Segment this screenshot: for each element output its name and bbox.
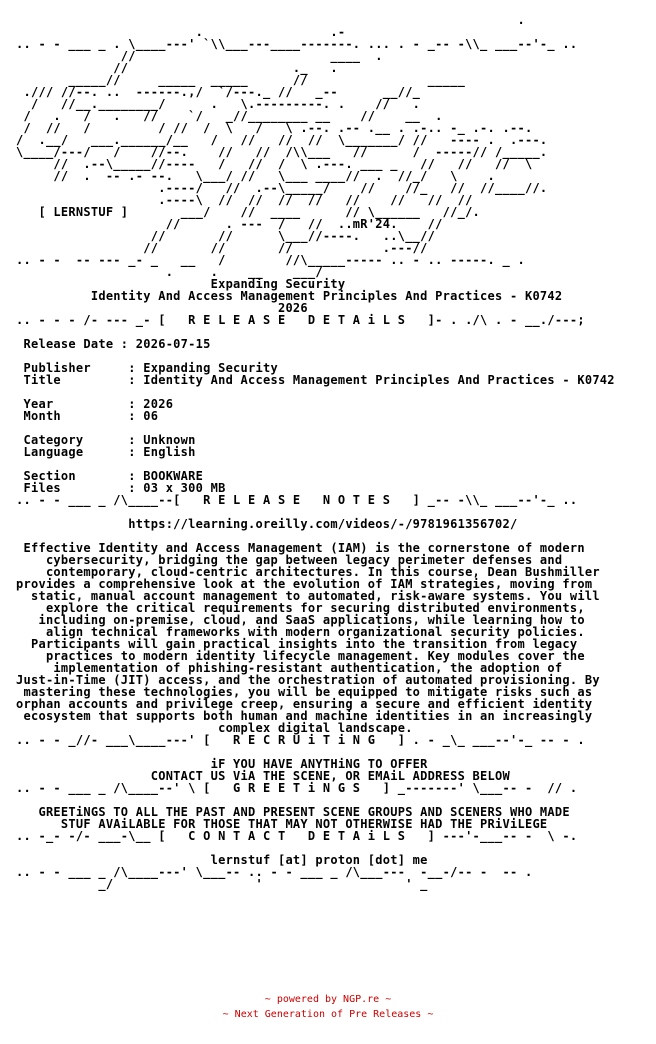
footer-powered-by: ~ powered by NGP.re ~ (264, 994, 392, 1005)
footer (0, 992, 656, 1022)
nfo-document: . . .- .. - - ___ _ . \____---' `\\___---____-------. ... . - _-- -\\_ ___--'-_ .. // ____ . // ._ . _____// _____ _____ // _____ ./// //--. .. ------.,/ `/---._ // _-- __//_ / //__.________/ . \.---------. . // . / . / . // `/ _//________ __ // __ . / // / / // / \ / \ .--. .-- .__ . .-.. -_ .-. .--. / .__/ ___.______/__ / // // // \_______/ // ---- . .---. \____/---/ / //--. // // /\\___ // / -----// /_____. // .--\_____//---- / // / \ .---. ___ _ // // // \ // . -- .- --. \___/ // \___ ____// . //_/ \ . .----/ // .--\_____/ // //_ // //____//. .----\ // // // // // // // // [ LERNSTUF ] ___/ // ____ // \______ //_/. // . --- / // ..mR'24. // // // \___//----. ..\__// // // // .---// .. - - -- --- _- _ __ / //\_____----- .. - .. -----. _ . . . __ ___/ Expanding Security Identity And Access Management Principles And Practices - K0742 2026 .. - - - /- --- _- [ R E L E A S E D E T A i L S ]- . ./\ . - __./---; Release Date : 2026-07-15 Publisher : Expanding Security Title : Identity And Access Management Principles And Practices - K0742 Year : 2026 Month : 06 Category : Unknown Language : English Section : BOOKWARE Files : 03 x 300 MB .. - - ___ _ /\____--[ R E L E A S E N O T E S ] _-- -\\_ ___--'-_ .. https://learning.oreilly.com/videos/-/9781961356702/ Effective Identity and Access Management (IAM) is the cornerstone of modern cybersecurity, bridging the gap between legacy perimeter defenses and contemporary, cloud-centric architectures. In this course, Dean Bushmiller provides a comprehensive look at the evolution of IAM strategies, moving from static, manual account management to automated, risk-aware systems. You will explore the critical requirements for securing distributed environments, including on-premise, cloud, and SaaS applications, while learning how to align technical frameworks with modern organizational security policies. Participants will gain practical insights into the transition from legacy practices to modern identity lifecycle management. Key modules cover the implementation of phishing-resistant authentication, the adoption of Just-in-Time (JIT) access, and the orchestration of automated provisioning. By mastering these technologies, you will be equipped to mitigate risks such as orphan accounts and privilege creep, ensuring a secure and efficient identity ecosystem that supports both human and machine identities in an increasingly complex digital landscape. .. - - _//- ___\____---' [ R E C R U i T i N G ] . - _\_ ___--'-_ -- - . iF YOU HAVE ANYTHiNG TO OFFER CONTACT US ViA THE SCENE, OR EMAiL ADDRESS BELOW .. - - ___ _ /\____--' \ [ G R E E T i N G S ] _-------' \___-- - // . GREETiNGS TO ALL THE PAST AND PRESENT SCENE GROUPS AND SCENERS WHO MADE STUF AVAiLABLE FOR THOSE THAT MAY NOT OTHERWISE HAD THE PRiViLEGE .. -_- -/- ___-\__ [ C O N T A C T D E T A i L S ] ---'-___-- - \ -. lernstuf [at] proton [dot] me .. - - ___ _ /\____---' \___-- .. - - ___ _ /\___--- -__-/-- - -- . _/ ' ' _ (16, 13, 615, 891)
footer-tagline: ~ Next Generation of Pre Releases ~ (222, 1009, 434, 1020)
